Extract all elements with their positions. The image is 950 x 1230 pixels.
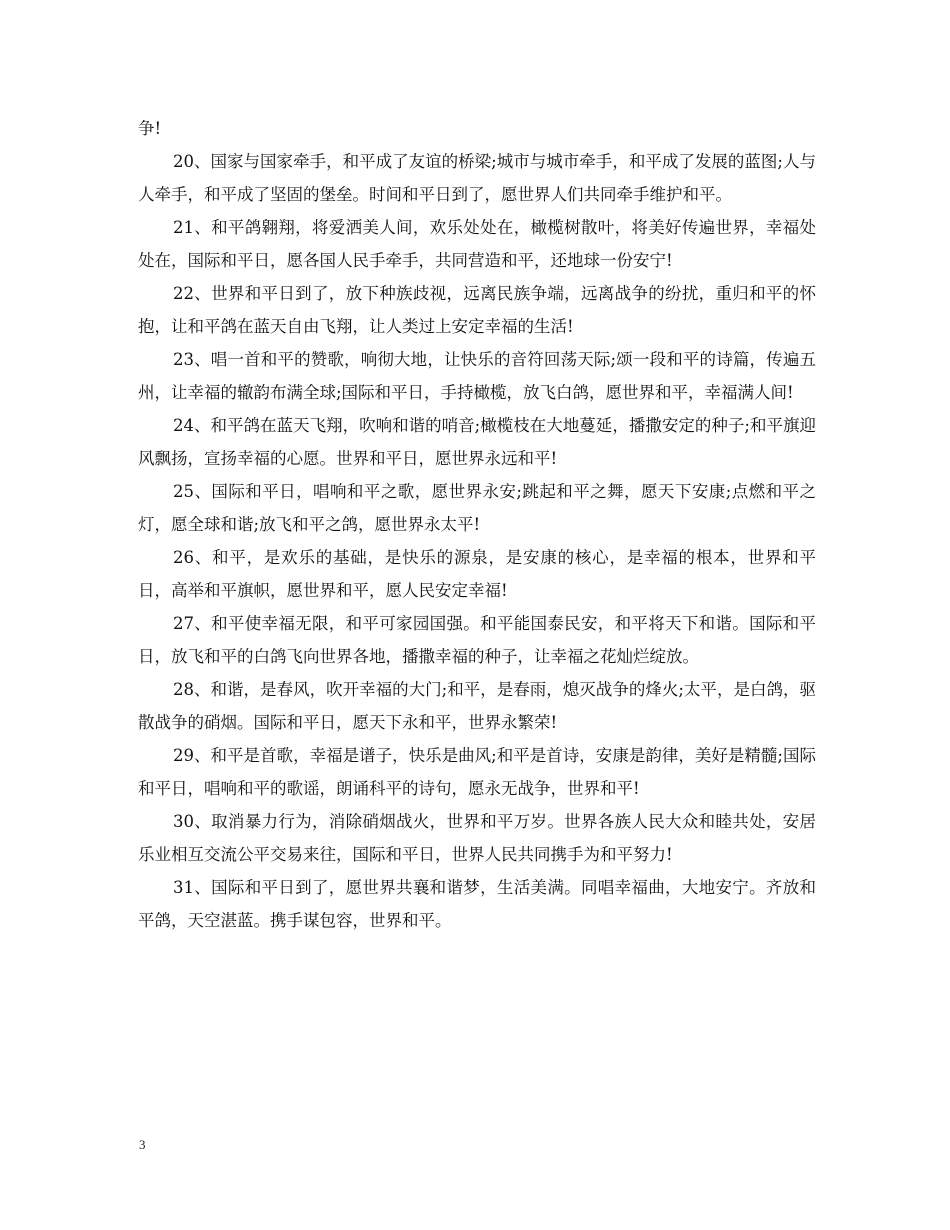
continuation-line: 争! — [138, 119, 162, 138]
paragraph-22: 22、世界和平日到了，放下种族歧视，远离民族争端，远离战争的纷扰，重归和平的怀抱，让和平鸽在蓝天自由飞翔，让人类过上安定幸福的生活! — [138, 284, 816, 336]
page-body — [138, 112, 816, 937]
page-number: 3 — [139, 1137, 146, 1152]
paragraph-23: 23、唱一首和平的赞歌，响彻大地，让快乐的音符回荡天际;颂一段和平的诗篇，传遍五州，让幸福的辙韵布满全球;国际和平日，手持橄榄，放飞白鸽，愿世界和平，幸福满人间! — [138, 350, 816, 402]
paragraph-30: 30、取消暴力行为，消除硝烟战火，世界和平万岁。世界各族人民大众和睦共处，安居乐业相互交流公平交易来往，国际和平日，世界人民共同携手为和平努力! — [138, 812, 816, 864]
paragraph-27: 27、和平使幸福无限，和平可家园国强。和平能国泰民安，和平将天下和谐。国际和平日，放飞和平的白鸽飞向世界各地，播撒幸福的种子，让幸福之花灿烂绽放。 — [138, 614, 816, 666]
paragraph-28: 28、和谐，是春风，吹开幸福的大门;和平，是春雨，熄灭战争的烽火;太平，是白鸽，驱散战争的硝烟。国际和平日，愿天下永和平，世界永繁荣! — [138, 680, 816, 732]
paragraph-21: 21、和平鸽翱翔，将爱洒美人间，欢乐处处在，橄榄树散叶，将美好传遍世界，幸福处处在，国际和平日，愿各国人民手牵手，共同营造和平，还地球一份安宁! — [138, 218, 816, 270]
paragraph-24: 24、和平鸽在蓝天飞翔，吹响和谐的哨音;橄榄枝在大地蔓延，播撒安定的种子;和平旗迎风飘扬，宣扬幸福的心愿。世界和平日，愿世界永远和平! — [138, 416, 816, 468]
paragraph-25: 25、国际和平日，唱响和平之歌，愿世界永安;跳起和平之舞，愿天下安康;点燃和平之灯，愿全球和谐;放飞和平之鸽，愿世界永太平! — [138, 482, 816, 534]
paragraph-20: 20、国家与国家牵手，和平成了友谊的桥梁;城市与城市牵手，和平成了发展的蓝图;人与人牵手，和平成了坚固的堡垒。时间和平日到了，愿世界人们共同牵手维护和平。 — [138, 152, 816, 204]
paragraph-31: 31、国际和平日到了，愿世界共襄和谐梦，生活美满。同唱幸福曲，大地安宁。齐放和平鸽，天空湛蓝。携手谋包容，世界和平。 — [138, 878, 816, 930]
paragraph-29: 29、和平是首歌，幸福是谱子，快乐是曲风;和平是首诗，安康是韵律，美好是精髓;国际和平日，唱响和平的歌谣，朗诵科平的诗句，愿永无战争，世界和平! — [138, 746, 816, 798]
paragraph-26: 26、和平，是欢乐的基础，是快乐的源泉，是安康的核心，是幸福的根本，世界和平日，高举和平旗帜，愿世界和平，愿人民安定幸福! — [138, 548, 816, 600]
